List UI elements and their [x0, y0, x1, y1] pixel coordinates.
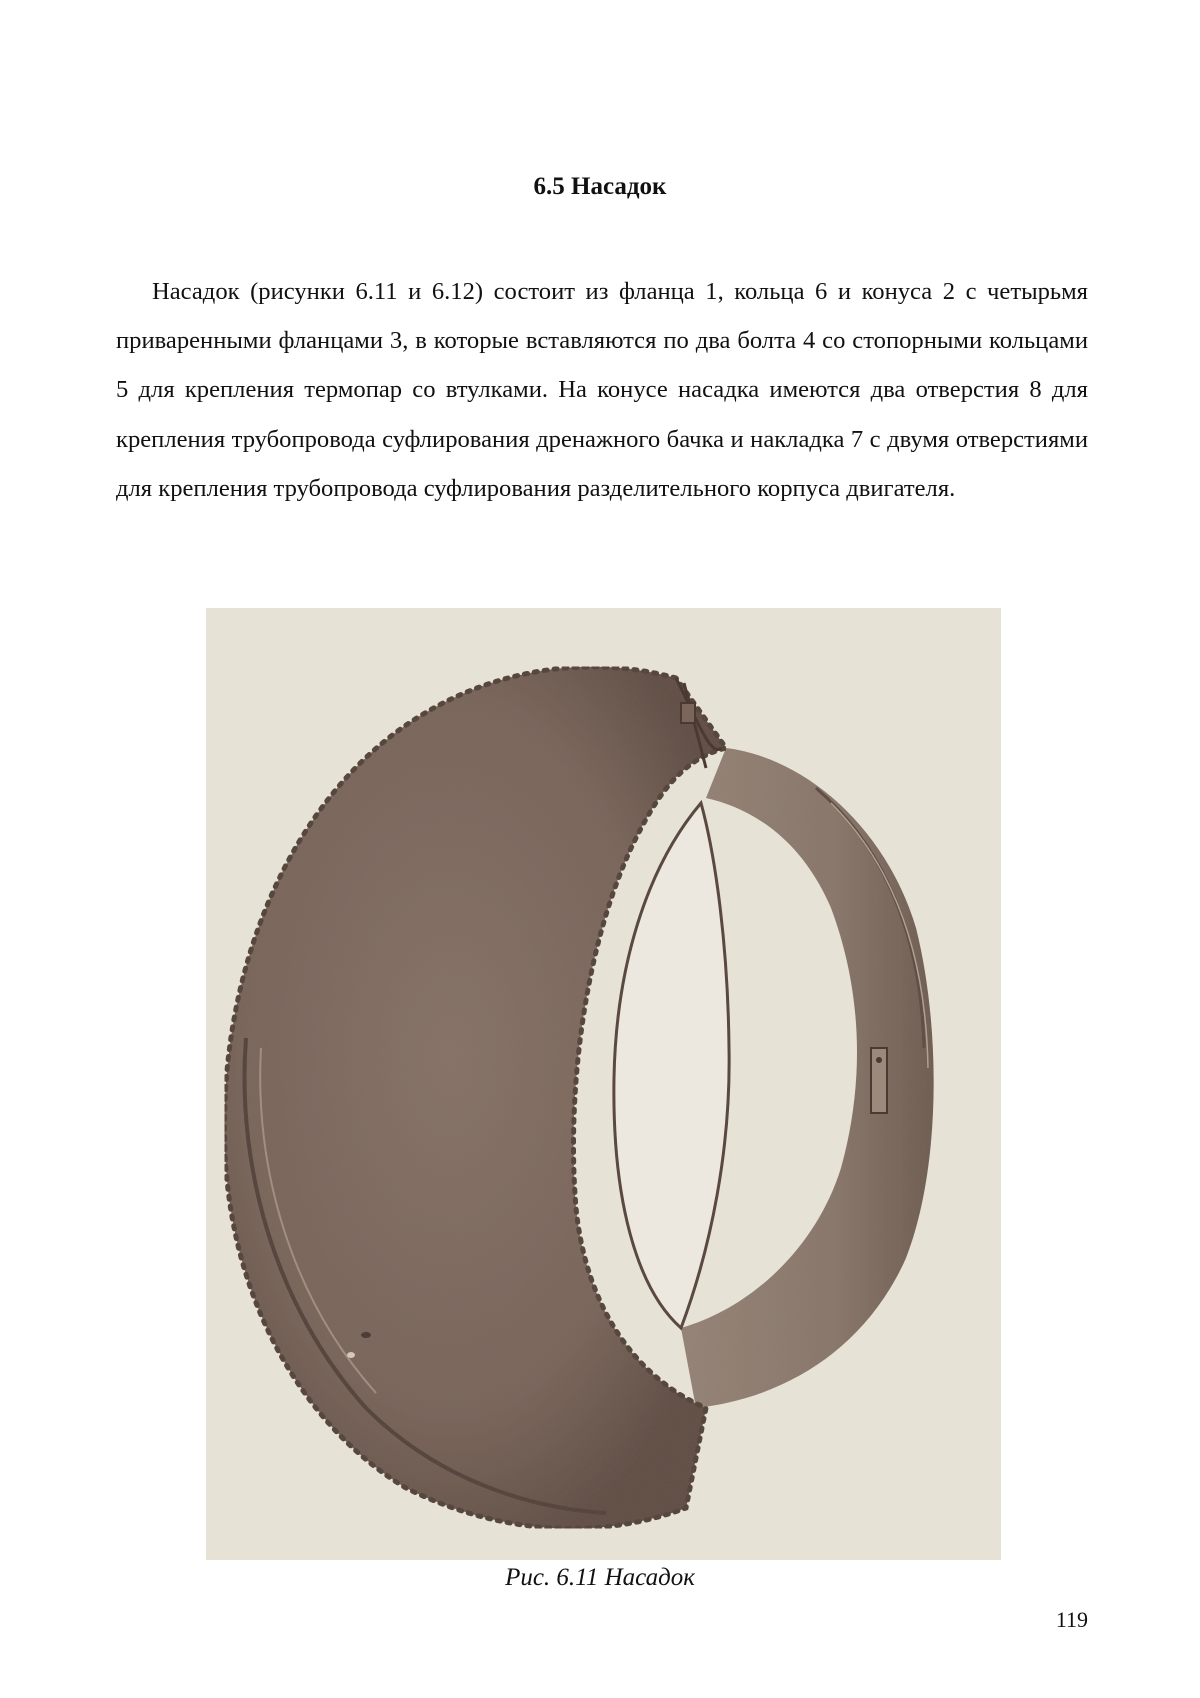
section-heading: 6.5 Насадок	[533, 173, 667, 200]
page-number: 119	[1055, 1607, 1088, 1632]
figure-photo	[206, 608, 1001, 1560]
nozzle-illustration	[206, 608, 1001, 1560]
figure-caption: Рис. 6.11 Насадок	[505, 1564, 695, 1591]
body-paragraph: Насадок (рисунки 6.11 и 6.12) состоит из фланца 1, кольца 6 и конуса 2 с четырьмя приваренными фланцами 3, в которые вставляются по два болта 4 со стопорными кольцами 5 для крепления термопар со втулками. На конусе насадка имеются два отверстия 8 для крепления трубопровода суфлирования дренажного бачка и накладка 7 с двумя отверстиями для крепления трубопровода суфлирования разделительного корпуса двигателя.	[116, 278, 1088, 502]
